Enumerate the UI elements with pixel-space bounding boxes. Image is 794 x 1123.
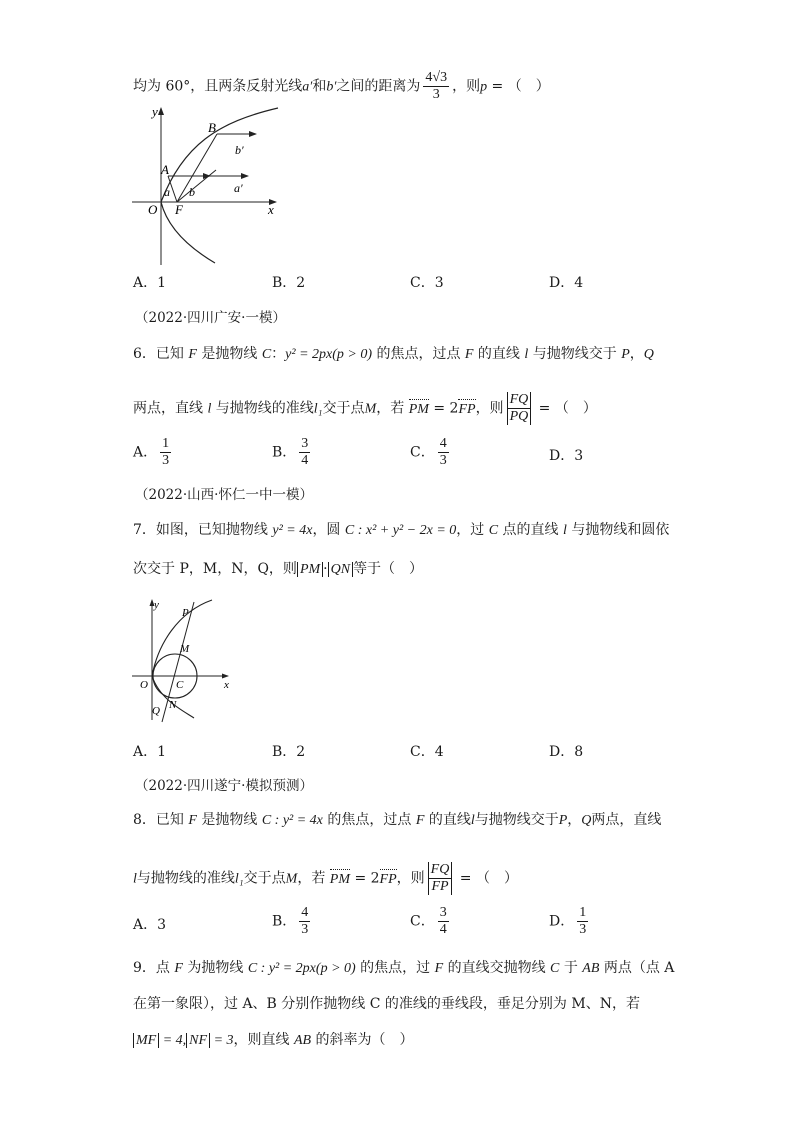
q8-stem-line2: l与抛物线的准线l₁交于点M，若 PM = 2FP，则 $\frac{FQ}{FP}$ = （ ） <box>133 862 518 894</box>
q6-option-c[interactable]: C． $\frac{4}{3}$ <box>410 436 447 468</box>
label-x: x <box>224 679 229 691</box>
label-y: y <box>154 599 159 611</box>
label-c: C <box>176 679 184 691</box>
q6-option-d[interactable]: D．3 <box>549 448 584 464</box>
q8-option-c[interactable]: C． $\frac{3}{4}$ <box>410 905 447 937</box>
label-p: P <box>182 607 189 619</box>
q9-stem-line3: MF = 4, NF = 3，则直线 AB 的斜率为（ ） <box>133 1030 414 1051</box>
q9-stem-line1: 9．点 F 为抛物线 C : y² = 2px(p > 0) 的焦点，过 F 的直线交抛物线 C 于 AB 两点（点 A <box>133 960 675 976</box>
q7-option-a[interactable]: A．1 <box>133 744 167 760</box>
q5-option-c[interactable]: C．3 <box>410 275 444 291</box>
q8-source: （2022·四川遂宁·模拟预测） <box>135 778 313 794</box>
label-b-prime: b′ <box>235 143 244 157</box>
q5-fraction: $\frac{4√3}{3}$ <box>425 70 448 102</box>
q6-stem-line2: 两点，直线 l 与抛物线的准线l₁交于点M，若 PM = 2FP，则 $\frac{FQ}{PQ}$ = （ ） <box>133 392 597 424</box>
q6-option-b[interactable]: B． $\frac{3}{4}$ <box>272 436 309 468</box>
label-y: y <box>152 104 158 119</box>
q7-option-b[interactable]: B．2 <box>272 744 306 760</box>
q5-stem: 均为 60°，且两条反射光线a′和b′之间的距离为 $\frac{4√3}{3}$ ，则p = （ ） <box>133 70 550 102</box>
label-m: M <box>180 643 190 655</box>
q6-stem-line1: 6．已知 F 是抛物线 C：y² = 2px(p > 0) 的焦点，过点 F 的直线 l 与抛物线交于 P，Q <box>133 346 654 362</box>
q5-option-d[interactable]: D．4 <box>549 275 584 291</box>
q6-options <box>133 436 693 476</box>
q8-option-a[interactable]: A．3 <box>133 917 167 933</box>
q8-option-d[interactable]: D． $\frac{1}{3}$ <box>549 905 587 937</box>
q6-fraction: $\frac{FQ}{PQ}$ <box>507 392 532 425</box>
q8-fraction: $\frac{FQ}{FP}$ <box>428 862 453 895</box>
q8-option-b[interactable]: B． $\frac{4}{3}$ <box>272 905 309 937</box>
q7-figure <box>128 594 238 724</box>
q9-stem-line2: 在第一象限），过 A、B 分别作抛物线 C 的准线的垂线段，垂足分别为 M、N，若 <box>133 996 640 1012</box>
label-b: B <box>208 120 216 135</box>
label-o: O <box>140 679 148 691</box>
label-a: A <box>161 162 169 177</box>
ray-inner <box>177 170 216 202</box>
line-l <box>162 602 194 722</box>
label-a-prime: a′ <box>234 181 243 195</box>
q6-option-a[interactable]: A． $\frac{1}{3}$ <box>133 436 170 468</box>
q5-figure <box>128 100 288 270</box>
label-ray-a: a <box>164 185 170 199</box>
q7-stem-line2: 次交于 P，M，N，Q，则 PM · QN 等于（ ） <box>133 561 424 577</box>
q7-source: （2022·山西·怀仁一中一模） <box>135 487 313 503</box>
label-x: x <box>268 202 274 217</box>
label-o: O <box>148 202 158 217</box>
label-n: N <box>169 699 177 711</box>
q5-option-a[interactable]: A．1 <box>133 275 167 291</box>
label-f: F <box>175 202 183 217</box>
label-ray-b: b <box>189 185 195 199</box>
q8-stem-line1: 8．已知 F 是抛物线 C : y² = 4x 的焦点，过点 F 的直线l与抛物线交于P，Q两点，直线 <box>133 812 662 828</box>
ray-b <box>177 134 217 202</box>
q5-option-b[interactable]: B．2 <box>272 275 306 291</box>
q7-stem-line1: 7．如图，已知抛物线 y² = 4x，圆 C : x² + y² − 2x = 0，过 C 点的直线 l 与抛物线和圆依 <box>133 522 670 538</box>
label-q: Q <box>152 705 160 717</box>
parabola <box>161 108 278 263</box>
q7-option-c[interactable]: C．4 <box>410 744 444 760</box>
q7-option-d[interactable]: D．8 <box>549 744 584 760</box>
q8-options <box>133 905 693 945</box>
q6-source: （2022·四川广安·一模） <box>135 310 286 326</box>
